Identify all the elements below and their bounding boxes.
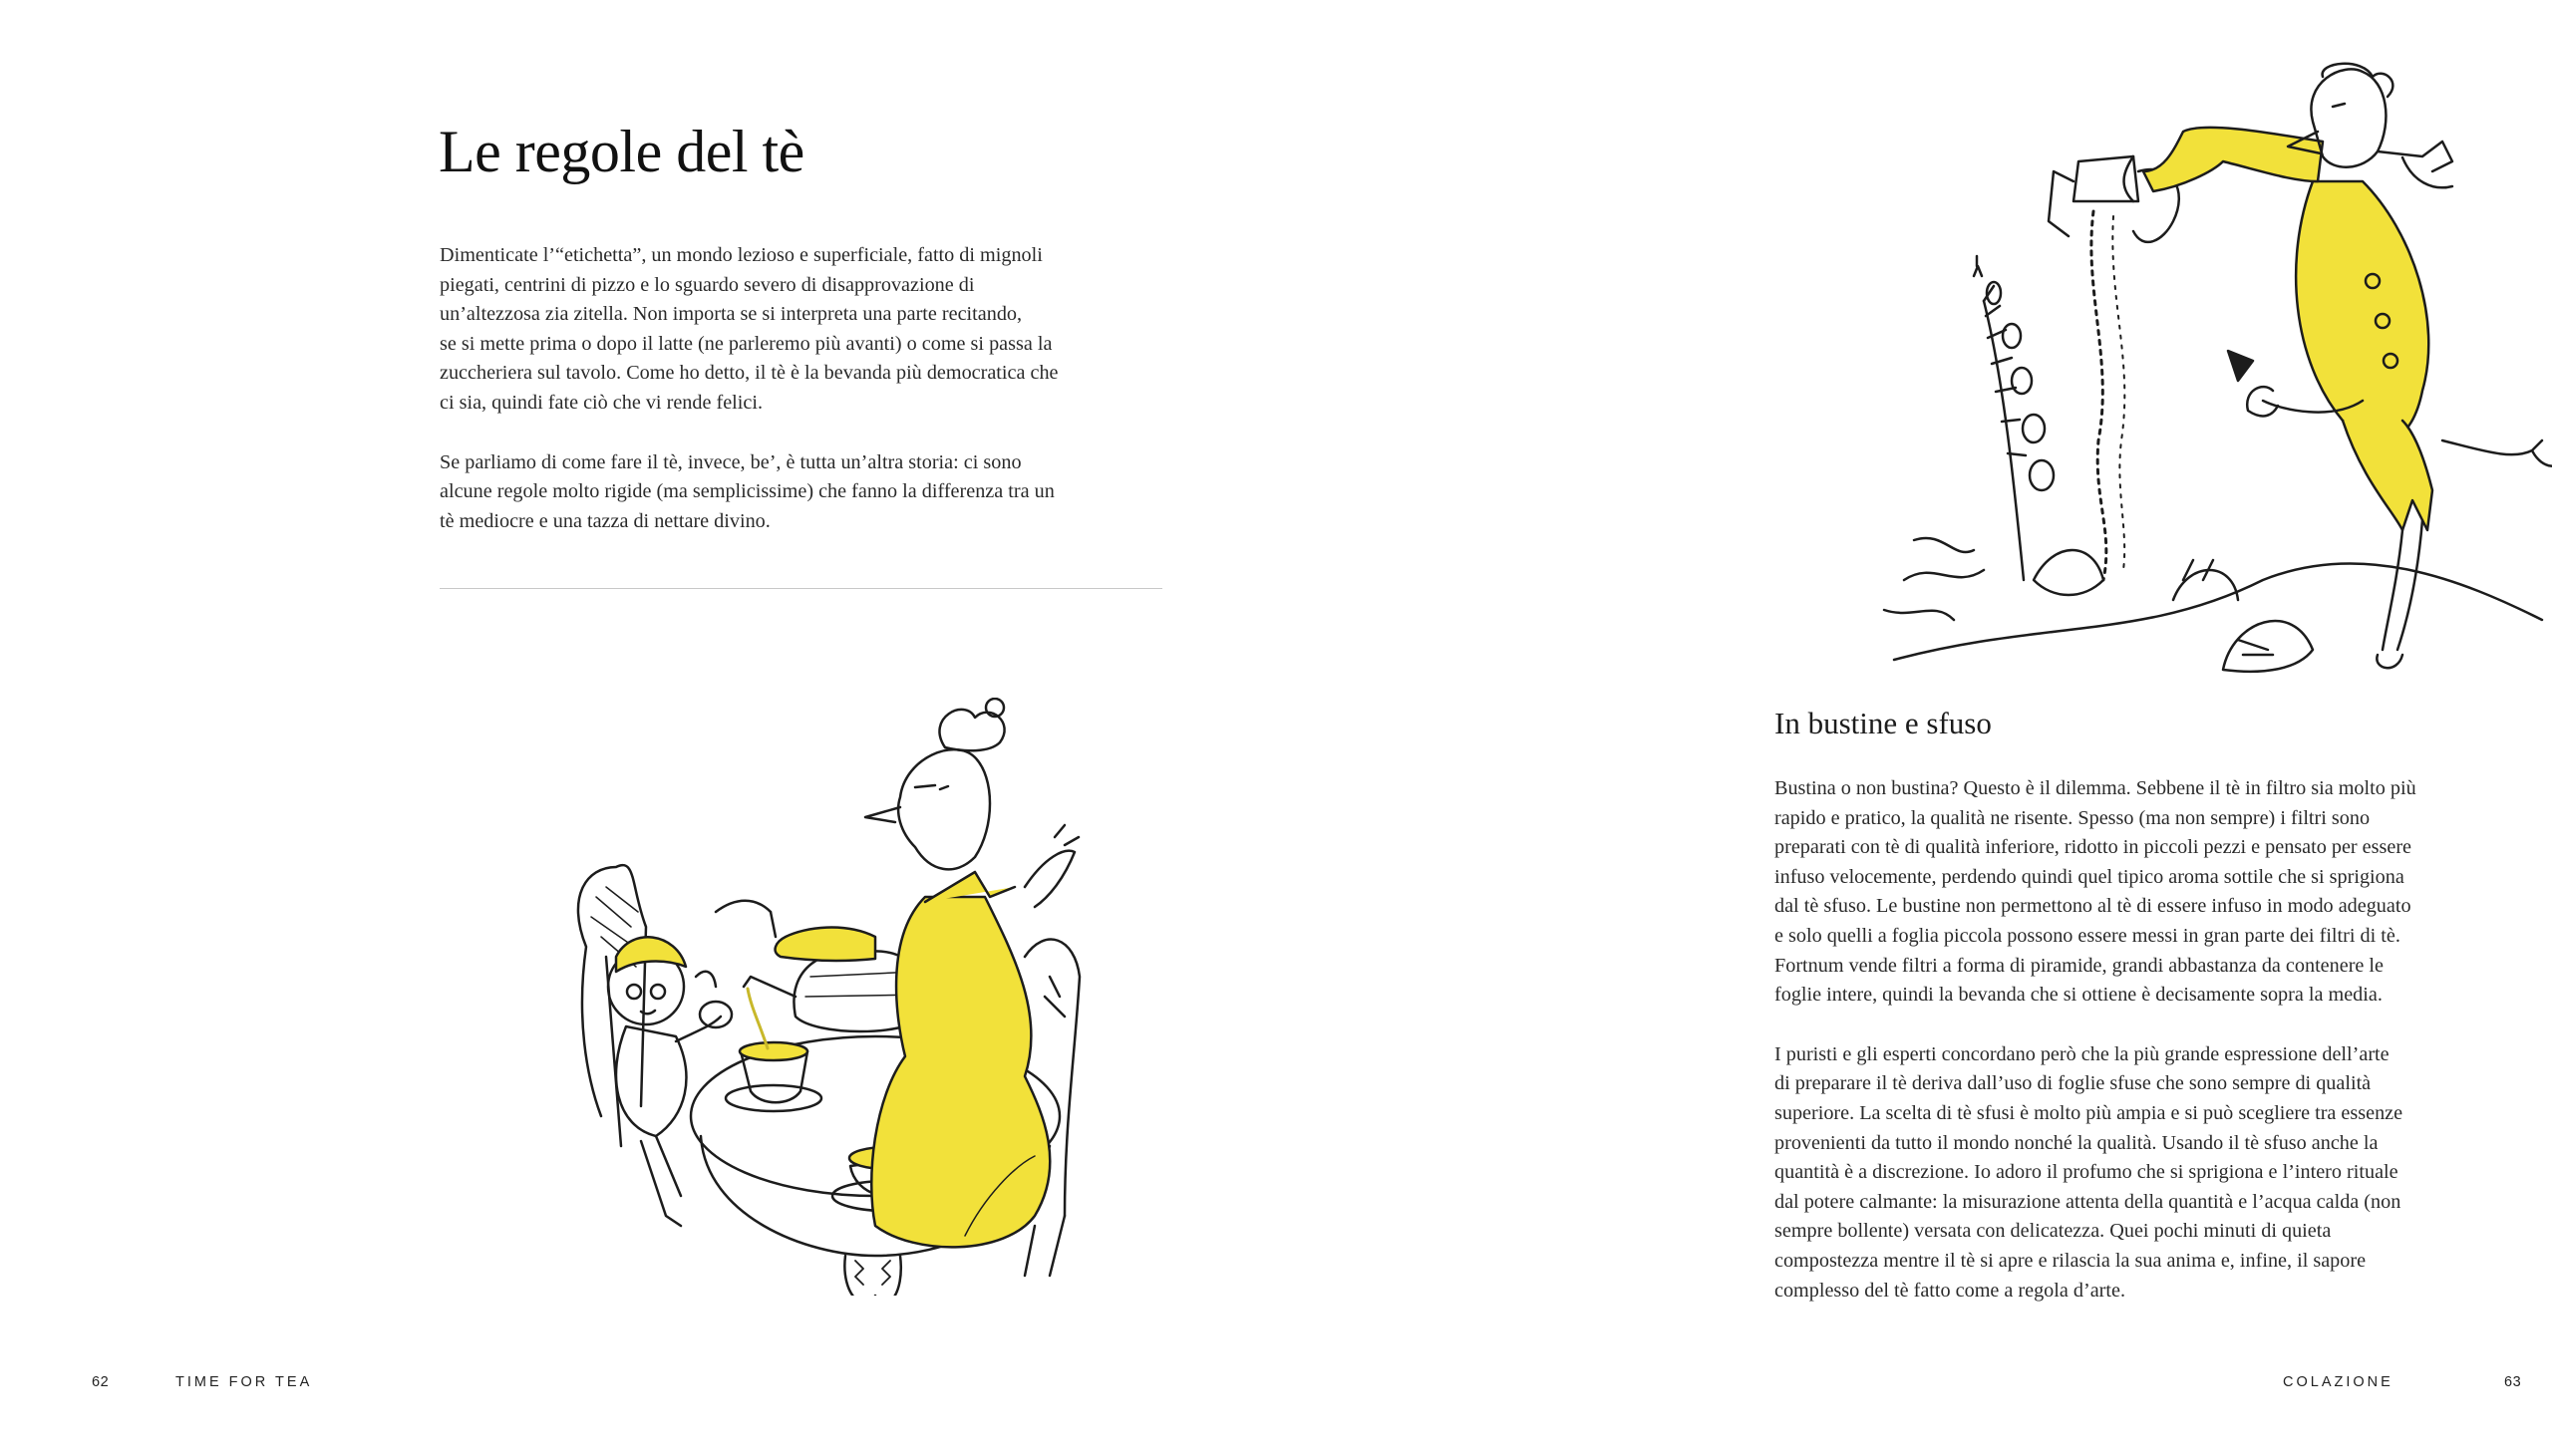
butler-pouring-tea-illustration (1844, 62, 2552, 690)
section-text (1774, 774, 2512, 1335)
intro-text (440, 241, 1177, 566)
intro-paragraph-2: Se parliamo di come fare il tè, invece, be’, è tutta un’altra storia: ci sono alcune regole molto rigide (ma semplicissime) che fanno la differenza tra un tè mediocre e una tazza di nettare divino. (440, 450, 1055, 532)
section-paragraph-1: Bustina o non bustina? Questo è il dilemma. Sebbene il tè in filtro sia molto più rapido e pratico, la qualità ne risente. Spesso (ma non sempre) i filtri sono preparati con tè di qualità inferiore, ridotto in piccoli pezzi e pensato per essere infuso velocemente, perdendo quindi quel tipico aroma sottile che si sprigiona dal tè sfuso. Le bustine non permettono al tè di essere infuso in modo adeguato e solo quelli a foglia piccola possono essere messi in gran parte dei filtri di tè. Fortnum vende filtri a forma di piramide, grandi abbastanza da contenere le foglie intere, quindi la bevanda che si ottiene è decisamente sopra la media. (1774, 777, 2416, 1007)
section-divider (440, 588, 1162, 589)
right-page (1276, 0, 2552, 1456)
page-number-right: 63 (2504, 1374, 2522, 1390)
tea-party-illustration (546, 698, 1214, 1296)
running-head-right: COLAZIONE (2283, 1374, 2393, 1390)
running-head-left: TIME FOR TEA (175, 1374, 313, 1390)
section-paragraph-2: I puristi e gli esperti concordano però che la più grande espressione dell’arte di preparare il tè deriva dall’uso di foglie sfuse che sono sempre di qualità superiore. La scelta di tè sfusi è molto più ampia e si può scegliere tra essenze provenienti da tutto il mondo nonché la qualità. Usando il tè sfuso anche la quantità è a discrezione. Io adoro il profumo che si sprigiona e l’intero rituale dal potere calmante: la misurazione attenta della quantità e l’acqua calda (non sempre bollente) versata con delicatezza. Quei pochi minuti di quieta compostezza mentre il tè si apre e rilascia la sua anima e, infine, il sapore complesso del tè fatto come a regola d’arte. (1774, 1042, 2403, 1302)
section-subtitle: In bustine e sfuso (1774, 706, 1992, 740)
page-number-left: 62 (92, 1374, 110, 1390)
page-title: Le regole del tè (439, 119, 804, 184)
intro-paragraph-1: Dimenticate l’“etichetta”, un mondo lezioso e superficiale, fatto di mignoli piegati, centrini di pizzo e lo sguardo severo di disapprovazione di un’altezzosa zia zitella. Non importa se si interpreta una parte recitando, se si mette prima o dopo il latte (ne parleremo più avanti) o come si passa la zuccheriera sul tavolo. Come ho detto, il tè è la bevanda più democratica che ci sia, quindi fate ciò che vi rende felici. (440, 244, 1059, 414)
